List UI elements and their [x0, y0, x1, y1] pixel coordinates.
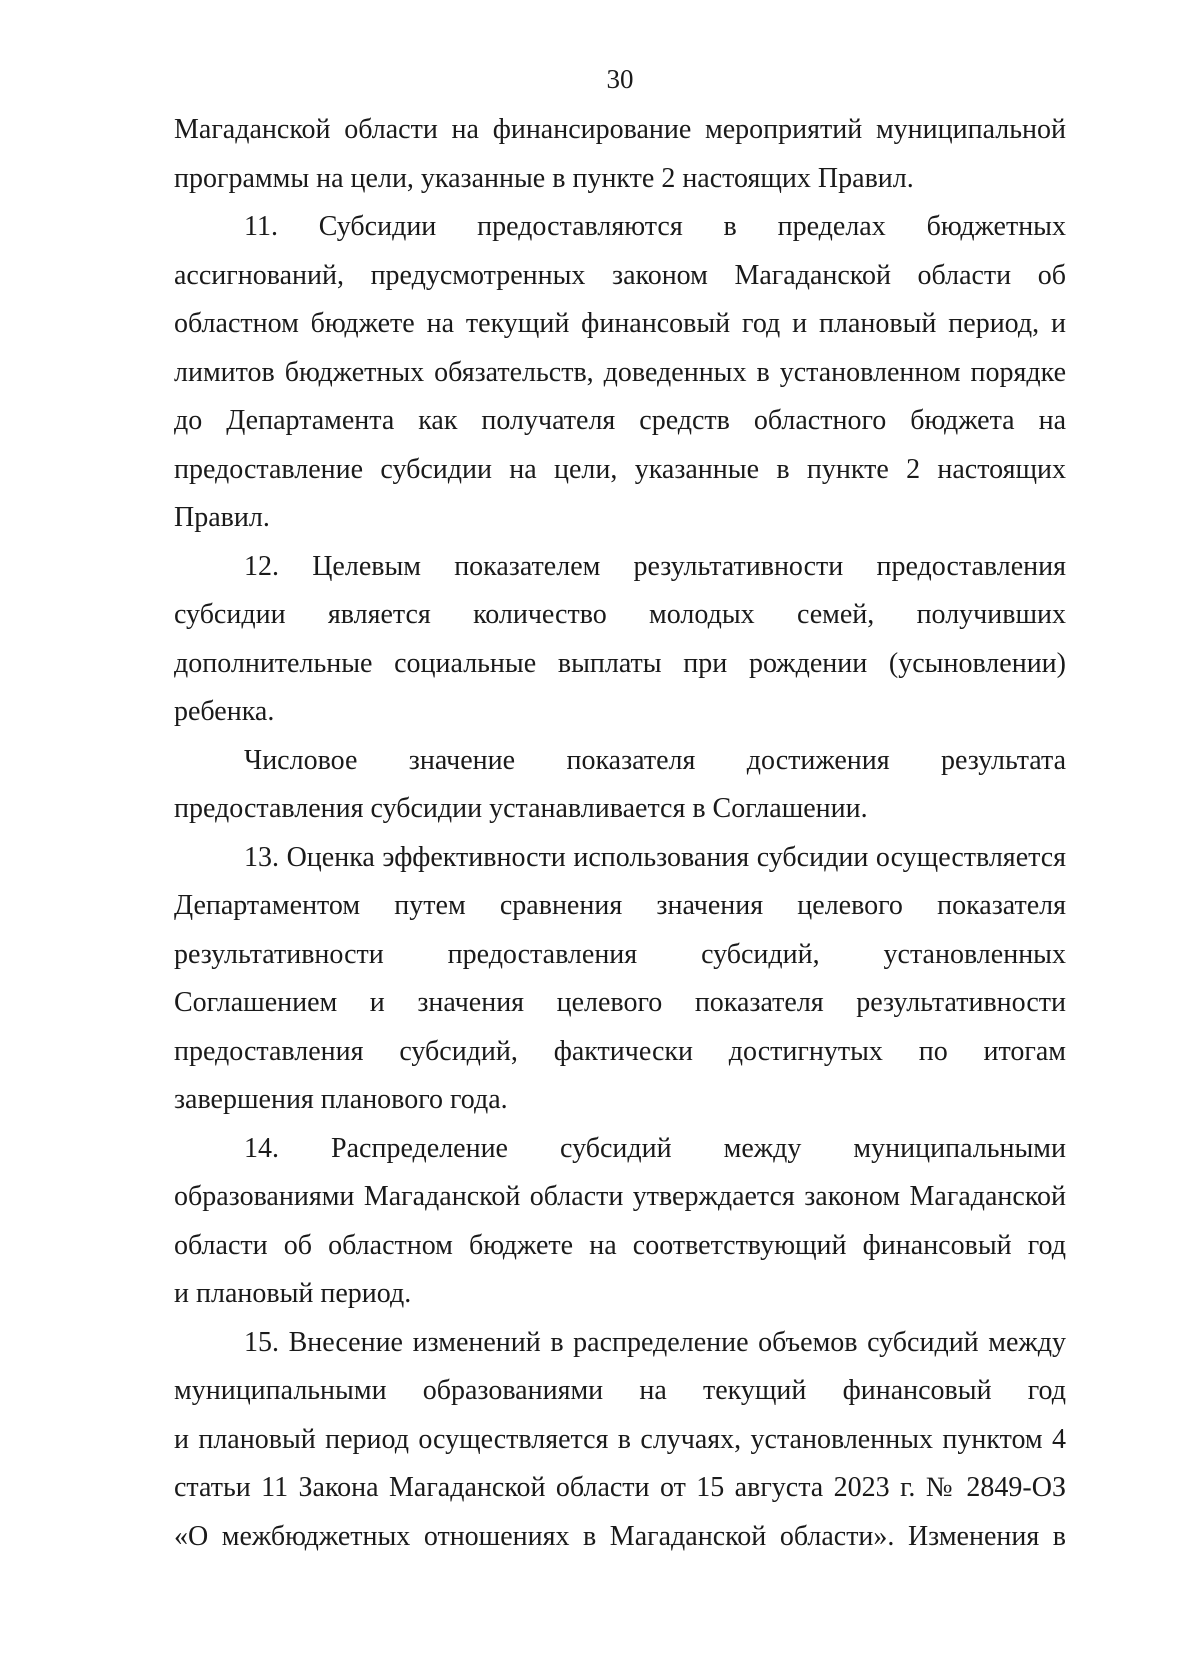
text-line: предоставление субсидии на цели, указанные в пункте 2 настоящих: [174, 453, 1066, 485]
paragraph-item-12: [174, 543, 1066, 737]
paragraph-continuation: [174, 106, 1066, 203]
paragraph-numeric-value: [174, 737, 1066, 834]
text-line: 13. Оценка эффективности использования субсидии осуществляется: [244, 841, 1066, 873]
text-line: ребенка.: [174, 696, 275, 727]
text-line: предоставления субсидий, фактически достигнутых по итогам: [174, 1035, 1066, 1067]
text-line: предоставления субсидии устанавливается в Соглашении.: [174, 793, 868, 824]
paragraph-item-11: [174, 203, 1066, 543]
text-line: Соглашением и значения целевого показателя результативности: [174, 987, 1066, 1018]
paragraph-item-13: [174, 834, 1066, 1125]
text-line: лимитов бюджетных обязательств, доведенных в установленном порядке: [174, 356, 1066, 388]
text-line: Числовое значение показателя достижения результата: [244, 744, 1066, 776]
text-line: муниципальными образованиями на текущий финансовый год: [174, 1375, 1066, 1406]
text-line: 11. Субсидии предоставляются в пределах бюджетных: [244, 211, 1066, 242]
text-line: и плановый период.: [174, 1278, 412, 1309]
text-line: дополнительные социальные выплаты при рождении (усыновлении): [174, 647, 1066, 679]
text-line: субсидии является количество молодых семей, получивших: [174, 599, 1066, 630]
text-line: Правил.: [174, 502, 270, 533]
text-line: 12. Целевым показателем результативности предоставления: [244, 550, 1066, 582]
page-number: 30: [606, 64, 634, 94]
text-line: областном бюджете на текущий финансовый год и плановый период, и: [174, 308, 1066, 339]
text-line: программы на цели, указанные в пункте 2 настоящих Правил.: [174, 162, 914, 194]
text-line: «О межбюджетных отношениях в Магаданской области». Изменения в: [174, 1520, 1066, 1552]
text-line: 15. Внесение изменений в распределение объемов субсидий между: [244, 1326, 1066, 1358]
paragraph-item-14: [174, 1125, 1066, 1319]
text-line: статьи 11 Закона Магаданской области от 15 августа 2023 г. № 2849-ОЗ: [174, 1472, 1066, 1503]
paragraph-item-15: [174, 1319, 1066, 1562]
text-line: и плановый период осуществляется в случаях, установленных пунктом 4: [174, 1423, 1066, 1455]
text-line: области об областном бюджете на соответствующий финансовый год: [174, 1229, 1066, 1261]
text-line: 14. Распределение субсидий между муниципальными: [244, 1132, 1066, 1164]
text-line: ассигнований, предусмотренных законом Магаданской области об: [174, 259, 1066, 291]
text-line: завершения планового года.: [174, 1084, 508, 1115]
text-line: Департаментом путем сравнения значения целевого показателя: [174, 890, 1066, 921]
text-line: результативности предоставления субсидий, установленных: [174, 938, 1066, 970]
text-line: до Департамента как получателя средств областного бюджета на: [174, 405, 1066, 436]
text-line: образованиями Магаданской области утверждается законом Магаданской: [174, 1181, 1066, 1212]
text-line: Магаданской области на финансирование мероприятий муниципальной: [174, 114, 1066, 145]
document-body: [174, 106, 1066, 1561]
